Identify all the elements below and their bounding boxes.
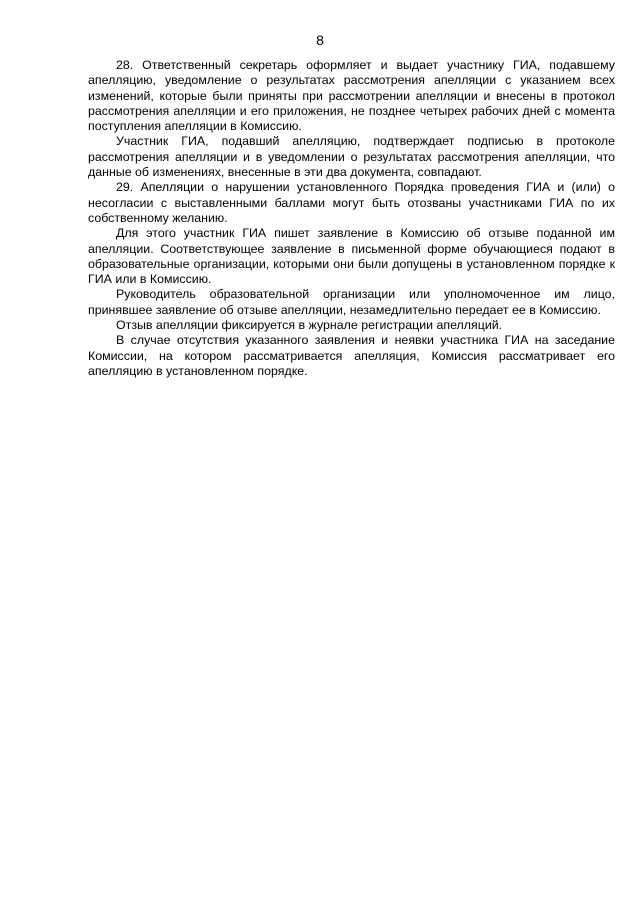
- paragraph-head-transfer: Руководитель образовательной организации или уполномоченное им лицо, принявшее заявление об отзыве апелляции, незамедлительно передает ее в Комиссию.: [88, 287, 615, 317]
- paragraph-signature-confirmation: Участник ГИА, подавший апелляцию, подтверждает подписью в протоколе рассмотрения апелляции и в уведомлении о результатах рассмотрения апелляции, что данные об изменениях, внесенные в эти два документа, совпадают.: [88, 134, 615, 180]
- document-body: [88, 58, 615, 379]
- page-number: 8: [316, 32, 324, 48]
- paragraph-28: 28. Ответственный секретарь оформляет и выдает участнику ГИА, подавшему апелляцию, уведомление о результатах рассмотрения апелляции с указанием всех изменений, которые были приняты при рассмотрении апелляции и внесены в протокол рассмотрения апелляции и его приложения, не позднее четырех рабочих дней с момента поступления апелляции в Комиссию.: [88, 58, 615, 134]
- paragraph-absence-case: В случае отсутствия указанного заявления и неявки участника ГИА на заседание Комиссии, на котором рассматривается апелляция, Комиссия рассматривает его апелляцию в установленном порядке.: [88, 333, 615, 378]
- paragraph-withdrawal-application: Для этого участник ГИА пишет заявление в Комиссию об отзыве поданной им апелляции. Соответствующее заявление в письменной форме обучающиеся подают в образовательные организации, которыми они были допущены в установленном порядке к ГИА или в Комиссию.: [88, 226, 615, 287]
- paragraph-29: 29. Апелляции о нарушении установленного Порядка проведения ГИА и (или) о несогласии с выставленными баллами могут быть отозваны участниками ГИА по их собственному желанию.: [88, 180, 615, 225]
- paragraph-journal-registration: Отзыв апелляции фиксируется в журнале регистрации апелляций.: [116, 318, 503, 333]
